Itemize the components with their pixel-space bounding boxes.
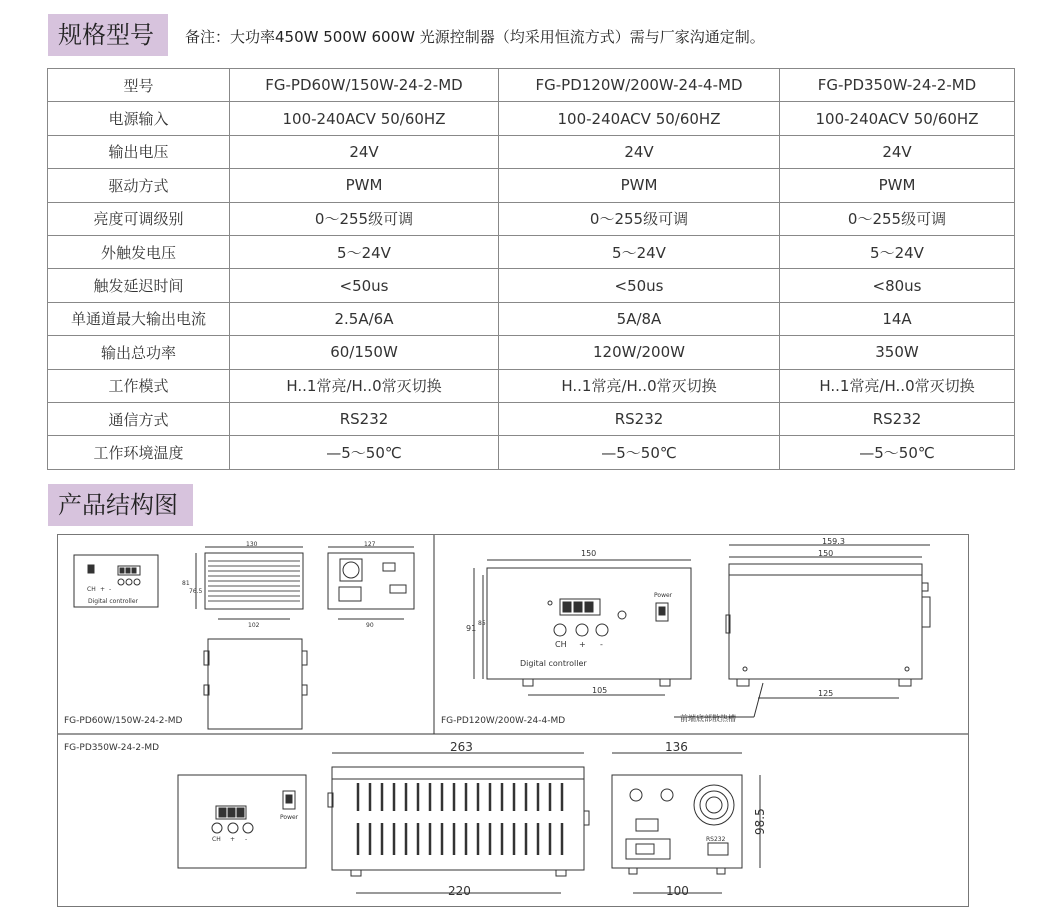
spec-row [48, 369, 1015, 402]
spec-cell: 5～24V [230, 235, 499, 268]
model-c-dim-rear-mount: 100 [666, 884, 689, 898]
spec-cell: 100-240ACV 50/60HZ [499, 102, 780, 135]
model-b-heatsink-note: 前端底部散热槽 [680, 714, 736, 723]
spec-cell: 2.5A/6A [230, 302, 499, 335]
model-c-dim-mount: 220 [448, 884, 471, 898]
spec-cell: RS232 [499, 402, 780, 435]
model-b-btn-plus: + [579, 640, 586, 649]
spec-cell: 100-240ACV 50/60HZ [780, 102, 1015, 135]
spec-cell: H..1常亮/H..0常灭切换 [499, 369, 780, 402]
model-c-port-label: RS232 [706, 836, 726, 843]
model-c-btn-ch: CH [212, 836, 221, 843]
spec-cell: <50us [230, 269, 499, 302]
model-c-rear-view [612, 775, 742, 868]
model-a-caption: FG-PD60W/150W-24-2-MD [64, 716, 183, 726]
spec-note: 备注：大功率450W 500W 600W 光源控制器（均采用恒流方式）需与厂家沟通定制。 [185, 28, 765, 46]
model-b-dim-height: 91 [466, 624, 477, 633]
spec-cell: 5～24V [780, 235, 1015, 268]
spec-row-label: 外触发电压 [48, 235, 230, 268]
spec-header-row [48, 69, 1015, 102]
spec-row-label: 输出总功率 [48, 336, 230, 369]
spec-cell: H..1常亮/H..0常灭切换 [230, 369, 499, 402]
model-a-top-view [208, 639, 302, 729]
structure-section-title: 产品结构图 [48, 484, 193, 526]
model-a-dim-height2: 76.5 [189, 588, 203, 595]
model-b-btn-minus: - [600, 640, 603, 649]
model-b-dim-depth2: 150 [818, 549, 834, 558]
spec-row [48, 302, 1015, 335]
model-a-dim-width: 130 [246, 541, 258, 548]
model-a-dim-depth: 127 [364, 541, 376, 548]
spec-row-label: 电源输入 [48, 102, 230, 135]
model-c-drawing [64, 740, 767, 898]
spec-row-label: 输出电压 [48, 135, 230, 168]
model-b-front-view [487, 568, 691, 679]
spec-row [48, 202, 1015, 235]
spec-table [47, 68, 1015, 470]
spec-cell: 14A [780, 302, 1015, 335]
spec-cell: PWM [780, 169, 1015, 202]
model-a-btn-plus: + [100, 586, 106, 593]
spec-cell: 24V [780, 135, 1015, 168]
model-b-dim-mount: 105 [592, 686, 608, 695]
spec-row-label: 单通道最大输出电流 [48, 302, 230, 335]
model-a-dim-rear-mount: 90 [366, 622, 374, 629]
model-a-btn-ch: CH [87, 586, 96, 593]
model-c-btn-minus: - [245, 836, 248, 843]
spec-cell: 5A/8A [499, 302, 780, 335]
spec-cell: FG-PD350W-24-2-MD [780, 69, 1015, 102]
spec-cell: RS232 [230, 402, 499, 435]
model-a-front-label: Digital controller [88, 598, 138, 605]
spec-row-label: 型号 [48, 69, 230, 102]
model-a-btn-minus: - [109, 586, 112, 593]
spec-cell: PWM [230, 169, 499, 202]
model-b-btn-ch: CH [555, 640, 567, 649]
spec-section-title: 规格型号 [48, 14, 168, 56]
spec-row-label: 触发延迟时间 [48, 269, 230, 302]
spec-row [48, 102, 1015, 135]
spec-cell: —5～50℃ [230, 436, 499, 469]
spec-cell: <80us [780, 269, 1015, 302]
spec-row [48, 135, 1015, 168]
model-b-dim-height2: 85 [478, 620, 486, 627]
spec-cell: 24V [499, 135, 780, 168]
model-b-front-label: Digital controller [520, 659, 587, 668]
model-a-drawing [64, 541, 414, 729]
spec-cell: H..1常亮/H..0常灭切换 [780, 369, 1015, 402]
model-b-drawing [441, 537, 930, 726]
model-b-power-label: Power [654, 592, 673, 599]
spec-cell: 350W [780, 336, 1015, 369]
spec-cell: 0～255级可调 [499, 202, 780, 235]
spec-cell: 5～24V [499, 235, 780, 268]
spec-row [48, 436, 1015, 469]
spec-cell: 60/150W [230, 336, 499, 369]
model-b-dim-width: 150 [581, 549, 597, 558]
spec-row [48, 269, 1015, 302]
model-c-dim-width: 136 [665, 740, 688, 754]
spec-cell: 0～255级可调 [230, 202, 499, 235]
spec-cell: FG-PD120W/200W-24-4-MD [499, 69, 780, 102]
spec-cell: FG-PD60W/150W-24-2-MD [230, 69, 499, 102]
model-c-btn-plus: + [230, 836, 236, 843]
spec-cell: PWM [499, 169, 780, 202]
model-b-dim-depth: 159.3 [822, 537, 845, 546]
spec-row-label: 驱动方式 [48, 169, 230, 202]
spec-cell: —5～50℃ [780, 436, 1015, 469]
spec-cell: 0～255级可调 [780, 202, 1015, 235]
model-b-caption: FG-PD120W/200W-24-4-MD [441, 716, 566, 726]
structure-drawing-svg [58, 535, 968, 906]
model-b-side-view [729, 564, 922, 679]
spec-row [48, 169, 1015, 202]
spec-cell: 100-240ACV 50/60HZ [230, 102, 499, 135]
spec-cell: —5～50℃ [499, 436, 780, 469]
model-c-power-label: Power [280, 814, 299, 821]
spec-cell: 120W/200W [499, 336, 780, 369]
spec-row [48, 402, 1015, 435]
structure-drawings [57, 534, 969, 907]
spec-row [48, 336, 1015, 369]
spec-row-label: 亮度可调级别 [48, 202, 230, 235]
model-c-dim-height: 98.5 [753, 808, 767, 835]
model-b-dim-mount-side: 125 [818, 689, 834, 698]
spec-row [48, 235, 1015, 268]
spec-row-label: 工作环境温度 [48, 436, 230, 469]
model-c-dim-length: 263 [450, 740, 473, 754]
spec-cell: 24V [230, 135, 499, 168]
model-a-dim-height: 81 [182, 580, 190, 587]
spec-cell: RS232 [780, 402, 1015, 435]
spec-row-label: 通信方式 [48, 402, 230, 435]
model-c-caption: FG-PD350W-24-2-MD [64, 743, 160, 753]
spec-cell: <50us [499, 269, 780, 302]
model-c-front-view [178, 775, 306, 868]
spec-row-label: 工作模式 [48, 369, 230, 402]
model-a-dim-mount: 102 [248, 622, 260, 629]
